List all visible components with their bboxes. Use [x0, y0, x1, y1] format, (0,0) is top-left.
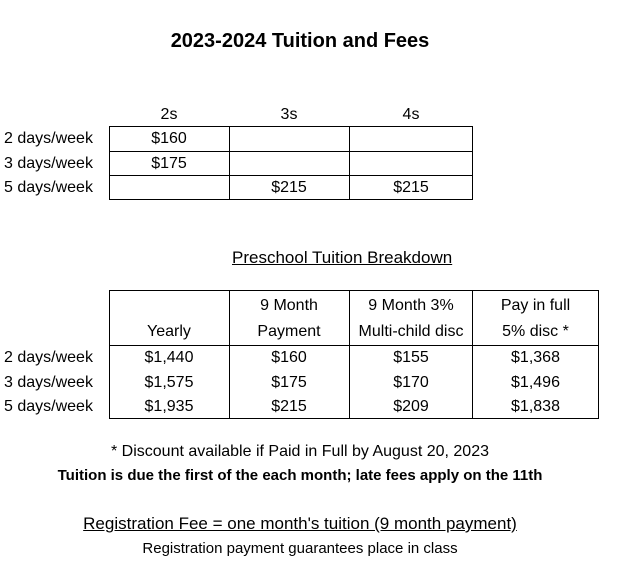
table-cell: $160: [151, 130, 187, 147]
table-cell: $175: [271, 374, 307, 391]
table-cell: $1,935: [144, 398, 194, 415]
column-header-multichild: Multi-child disc: [358, 323, 464, 340]
registration-fee: Registration Fee = one month's tuition (9 month payment): [83, 514, 517, 533]
table-cell: $160: [271, 349, 307, 366]
row-label: 2 days/week: [4, 130, 93, 147]
table-cell: $1,575: [144, 374, 194, 391]
table-cell: $215: [271, 179, 307, 196]
due-note: Tuition is due the first of the each month; late fees apply on the 11th: [57, 467, 543, 484]
row-label: 5 days/week: [4, 179, 93, 196]
row-label: 2 days/week: [4, 349, 93, 366]
table-cell: $1,440: [144, 349, 194, 366]
registration-note: Registration payment guarantees place in class: [142, 540, 458, 557]
row-label: 3 days/week: [4, 155, 93, 172]
table-cell: $215: [271, 398, 307, 415]
column-header-payment: Payment: [257, 323, 321, 340]
table-cell: $170: [393, 374, 429, 391]
table-cell: $215: [393, 179, 429, 196]
row-label: 5 days/week: [4, 398, 93, 415]
column-header-2s: 2s: [160, 106, 178, 123]
discount-note: * Discount available if Paid in Full by August 20, 2023: [110, 443, 489, 460]
table-cell: $209: [393, 398, 429, 415]
table-cell: $175: [151, 155, 187, 172]
table-cell: $155: [393, 349, 429, 366]
table-cell: $1,368: [511, 349, 560, 366]
column-header-line1: Pay in full: [500, 297, 571, 314]
column-header-line1: 9 Month: [260, 297, 318, 314]
column-header-pay-in-full: 5% disc *: [502, 323, 569, 340]
breakdown-title: Preschool Tuition Breakdown: [232, 248, 453, 267]
column-header-yearly: Yearly: [147, 323, 191, 340]
table-cell: $1,496: [511, 374, 560, 391]
table-cell: $1,838: [511, 398, 560, 415]
row-label: 3 days/week: [4, 374, 93, 391]
column-header-3s: 3s: [280, 106, 298, 123]
column-header-4s: 4s: [402, 106, 420, 123]
page-title: 2023-2024 Tuition and Fees: [170, 30, 430, 52]
column-header-line1: 9 Month 3%: [368, 297, 454, 314]
